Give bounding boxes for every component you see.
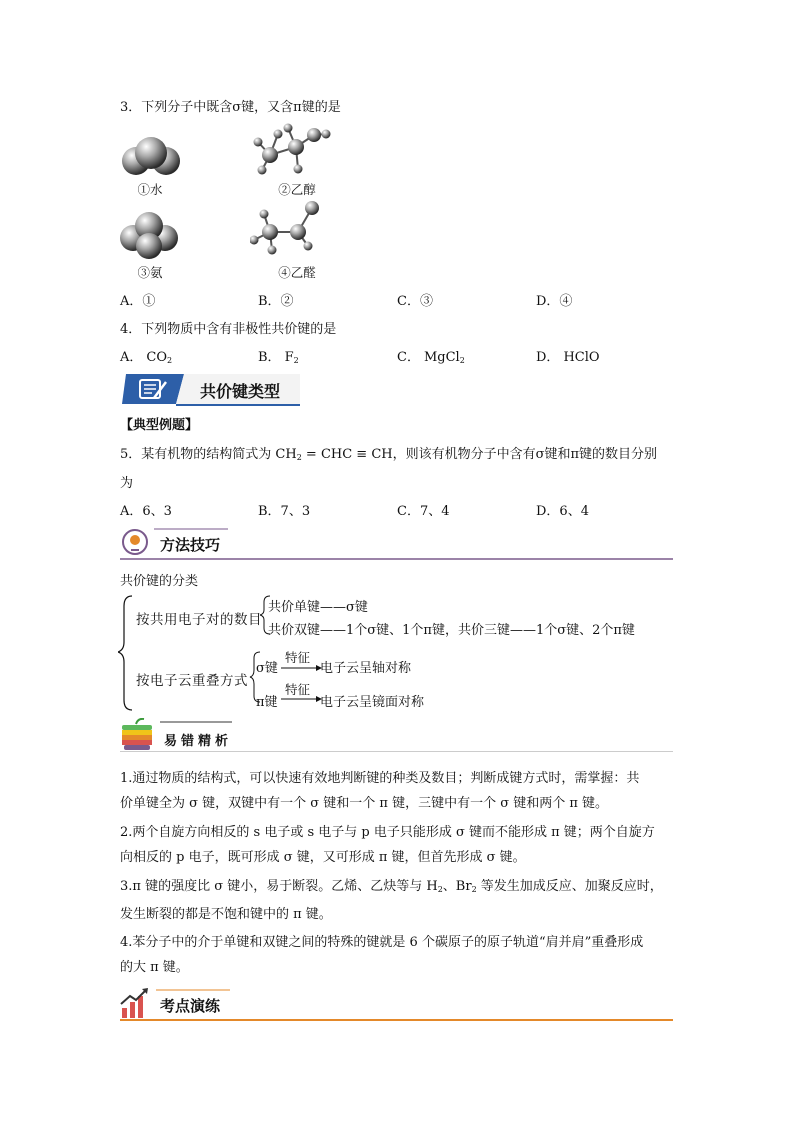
q5-stem-line1: 5．某有机物的结构简式为 $CH_2$ = CHC ≡ CH，则该有机物分子中含有σ键和π键的数目分别 <box>120 447 658 462</box>
section-title-method: 方法技巧 <box>160 536 221 554</box>
ethanol-molecule-image <box>252 122 332 177</box>
mistake-paragraph-3: 3.π 键的强度比 σ 键小，易于断裂。乙烯、乙炔等与 $H_2$、$Br_2$ 等发生加成反应、加聚反应时， 发生断裂的都是不饱和键中的 π 键。 <box>120 879 663 922</box>
section-title-mistakes: 易错精析 <box>164 734 233 749</box>
acetaldehyde-molecule-image <box>250 198 326 256</box>
section-header-mistakes <box>120 718 673 752</box>
pi-bond-label: π键 <box>256 695 278 710</box>
section-title-covalent-types: 共价键类型 <box>200 382 281 401</box>
q4-option-b[interactable]: B． $F_2$ <box>258 350 299 365</box>
molecule-label-ammonia: ③氨 <box>137 265 163 280</box>
example-label: 【典型例题】 <box>120 418 199 433</box>
q5-option-a[interactable]: A．6、3 <box>120 504 172 519</box>
q5-option-d[interactable]: D．6、4 <box>536 504 589 519</box>
q4-stem: 4．下列物质中含有非极性共价键的是 <box>120 322 337 337</box>
ammonia-molecule-image <box>118 210 180 262</box>
classification-subtitle: 共价键的分类 <box>120 574 199 589</box>
molecule-label-water: ①水 <box>137 182 163 197</box>
q5-stem-line2: 为 <box>120 476 134 491</box>
q3-option-a[interactable]: A．① <box>120 294 156 309</box>
single-bond-text: 共价单键——σ键 <box>268 600 368 615</box>
q3-stem: 3．下列分子中既含σ键，又含π键的是 <box>120 100 341 115</box>
sigma-arrow-label: 特征 <box>285 650 311 665</box>
molecule-label-ethanol: ②乙醇 <box>278 182 316 197</box>
q4-option-a[interactable]: A． $CO_2$ <box>120 350 173 365</box>
q3-option-d[interactable]: D．④ <box>536 294 573 309</box>
sigma-bond-label: σ键 <box>256 661 278 676</box>
q3-option-b[interactable]: B．② <box>258 294 294 309</box>
q4-option-d[interactable]: D． HClO <box>536 350 600 365</box>
multi-bond-text: 共价双键——1个σ键、1个π键，共价三键——1个σ键、2个π键 <box>268 623 635 638</box>
pi-arrow-label: 特征 <box>285 682 311 697</box>
mistake-paragraph-1: 1.通过物质的结构式，可以快速有效地判断键的种类及数目；判断成键方式时，需掌握：共 价单键全为 σ 键，双键中有一个 σ 键和一个 π 键，三键中有一个 σ 键和两个 π 键。 <box>120 771 640 811</box>
q4-option-c[interactable]: C． MgCl$_2$ <box>397 350 465 365</box>
q3-option-c[interactable]: C．③ <box>397 294 433 309</box>
sigma-result: 电子云呈轴对称 <box>320 661 412 676</box>
q5-option-c[interactable]: C．7、4 <box>397 504 450 519</box>
mistake-paragraph-2: 2.两个自旋方向相反的 s 电子或 s 电子与 p 电子只能形成 σ 键而不能形成 π 键；两个自旋方 向相反的 p 电子，既可形成 σ 键，又可形成 π 键，但首先形成 σ 键。 <box>120 825 655 865</box>
section-title-practice: 考点演练 <box>160 997 221 1015</box>
section-header-practice <box>120 986 673 1020</box>
q5-option-b[interactable]: B．7、3 <box>258 504 311 519</box>
by-overlap-label: 按电子云重叠方式 <box>136 673 248 689</box>
pi-result: 电子云呈镜面对称 <box>320 695 425 710</box>
section-header-covalent-types <box>122 372 302 406</box>
mistake-paragraph-4: 4.苯分子中的介于单键和双键之间的特殊的键就是 6 个碳原子的原子轨道“肩并肩”重叠形成 的大 π 键。 <box>120 935 644 975</box>
section-header-method <box>120 526 673 560</box>
water-molecule-image <box>118 136 184 180</box>
molecule-label-acetaldehyde: ④乙醛 <box>278 265 316 280</box>
by-shared-pairs-label: 按共用电子对的数目 <box>136 612 262 628</box>
